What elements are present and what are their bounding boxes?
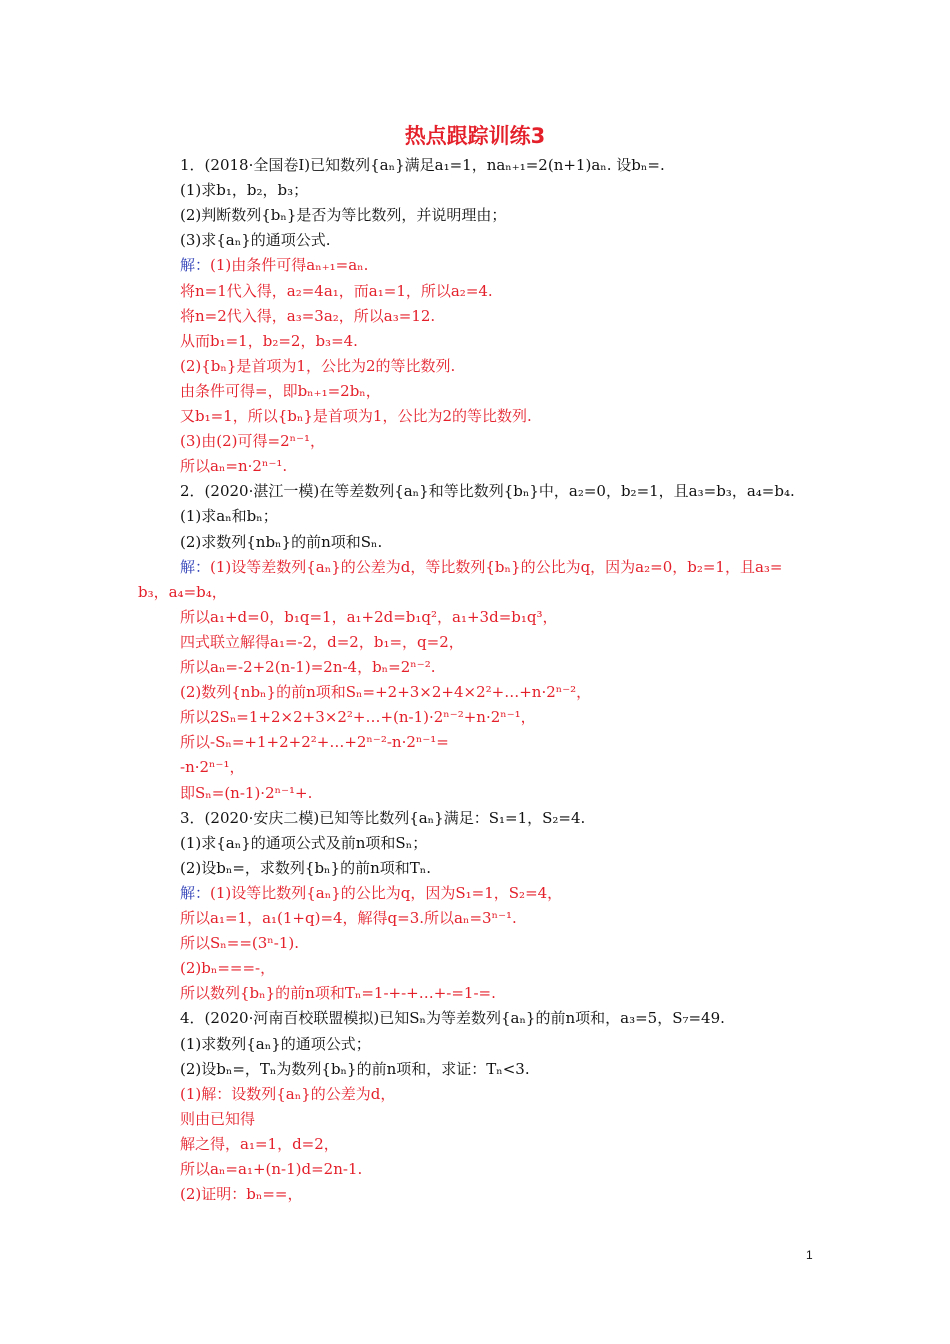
text-line (180, 1159, 362, 1179)
line-text: 所以2Sₙ=1+2×2+3×2²+…+(n-1)·2ⁿ⁻²+n·2ⁿ⁻¹， (180, 708, 536, 727)
line-text: (2)设bₙ=，求数列{bₙ}的前n项和Tₙ. (180, 858, 432, 877)
line-text: (1)求{aₙ}的通项公式及前n项和Sₙ； (180, 833, 428, 852)
text-line (180, 1059, 530, 1079)
line-text: 所以Sₙ==(3ⁿ-1). (180, 934, 300, 953)
answer-label: (1)解： (180, 1084, 232, 1103)
page-number: 1 (806, 1248, 813, 1262)
line-text: 所以数列{bₙ}的前n项和Tₙ=1-+-+…+-=1-=. (180, 984, 496, 1003)
line-text: (2)设bₙ=，Tₙ为数列{bₙ}的前n项和，求证：Tₙ<3. (180, 1059, 530, 1078)
text-line (180, 1008, 725, 1028)
text-line (180, 356, 455, 376)
text-line (180, 607, 558, 627)
text-line (180, 808, 585, 828)
page-title: 热点跟踪训练3 (404, 124, 546, 148)
text-line (180, 406, 532, 426)
text-line (180, 532, 382, 552)
line-text: (1)设等比数列{aₙ}的公比为q，因为S₁=1，S₂=4， (210, 883, 563, 902)
answer-label: (2)证明： (180, 1185, 247, 1204)
line-text: (1)求数列{aₙ}的通项公式； (180, 1034, 371, 1053)
text-line (180, 682, 591, 702)
line-text: 将n=1代入得，a₂=4a₁，而a₁=1，所以a₂=4. (180, 281, 493, 300)
line-text: 1．(2018·全国卷Ⅰ)已知数列{aₙ}满足a₁=1，naₙ₊₁=2(n+1)aₙ. 设bₙ=. (180, 156, 665, 174)
line-text: 所以a₁=1，a₁(1+q)=4，解得q=3.所以aₙ=3ⁿ⁻¹. (180, 909, 517, 927)
text-line (180, 180, 308, 200)
text-line (180, 1084, 395, 1104)
text-line (180, 757, 244, 777)
line-text: 由条件可得=，即bₙ₊₁=2bₙ， (180, 381, 381, 400)
text-line (180, 657, 435, 677)
text-line (180, 983, 496, 1003)
answer-label: 解： (180, 256, 211, 275)
line-text: (2)求数列{nbₙ}的前n项和Sₙ. (180, 532, 383, 551)
text-line (180, 958, 275, 978)
line-text: 所以aₙ=a₁+(n-1)d=2n-1. (180, 1160, 363, 1178)
text-line (180, 381, 381, 401)
text-line (180, 506, 278, 526)
answer-label: 解： (180, 557, 211, 576)
text-line (180, 155, 665, 175)
line-text: (1)设等差数列{aₙ}的公差为d，等比数列{bₙ}的公比为q，因为a₂=0，b₂=1，且a₃= (210, 557, 783, 576)
text-line (180, 858, 431, 878)
line-text: 设数列{aₙ}的公差为d， (231, 1084, 396, 1103)
line-text: 3．(2020·安庆二模)已知等比数列{aₙ}满足：S₁=1，S₂=4. (180, 808, 586, 827)
line-text: (3)由(2)可得=2ⁿ⁻¹， (180, 432, 326, 451)
line-text: 所以aₙ=-2+2(n-1)=2n-4，bₙ=2ⁿ⁻². (180, 658, 436, 676)
line-text: (1)由条件可得aₙ₊₁=aₙ. (210, 256, 369, 275)
text-line (180, 1109, 255, 1129)
text-line (180, 230, 331, 250)
line-text: 又b₁=1，所以{bₙ}是首项为1，公比为2的等比数列. (180, 407, 532, 425)
line-text: 所以aₙ=n·2ⁿ⁻¹. (180, 457, 288, 476)
text-line (180, 632, 464, 652)
line-text: (3)求{aₙ}的通项公式. (180, 231, 331, 250)
line-text: (2)判断数列{bₙ}是否为等比数列，并说明理由； (180, 206, 507, 225)
line-text: 所以a₁+d=0，b₁q=1，a₁+2d=b₁q²，a₁+3d=b₁q³， (180, 607, 558, 626)
line-text: 则由已知得 (180, 1109, 256, 1128)
line-text: 2．(2020·湛江一模)在等差数列{aₙ}和等比数列{bₙ}中，a₂=0，b₂=1，且a₃=b₃，a₄=b₄. (180, 482, 795, 501)
line-text: (1)求aₙ和bₙ； (180, 507, 278, 526)
text-line (180, 1034, 371, 1054)
text-line (180, 281, 493, 301)
text-line (180, 732, 449, 752)
text-line (180, 707, 536, 727)
line-text: 从而b₁=1，b₂=2，b₃=4. (180, 331, 358, 350)
text-line (180, 908, 517, 928)
line-text: (1)求b₁，b₂，b₃； (180, 181, 309, 200)
text-line (180, 1134, 339, 1154)
text-line (180, 833, 427, 853)
line-text: 四式联立解得a₁=-2，d=2，b₁=，q=2， (180, 632, 464, 651)
line-text: -n·2ⁿ⁻¹， (180, 758, 245, 777)
text-line (138, 582, 227, 602)
line-text: (2){bₙ}是首项为1，公比为2的等比数列. (180, 356, 456, 375)
text-line (180, 306, 435, 326)
line-text: (2)bₙ===-， (180, 959, 276, 978)
text-line (180, 557, 783, 577)
text-line (180, 783, 312, 803)
text-line (180, 481, 795, 501)
line-text: 将n=2代入得，a₃=3a₂，所以a₃=12. (180, 306, 436, 325)
text-line (180, 331, 358, 351)
text-line (180, 1184, 302, 1204)
answer-label: 解： (180, 883, 211, 902)
line-text: bₙ==， (246, 1185, 303, 1204)
text-line (180, 255, 368, 275)
line-text: 所以-Sₙ=+1+2+2²+…+2ⁿ⁻²-n·2ⁿ⁻¹= (180, 733, 449, 752)
text-line (180, 456, 287, 476)
text-line (180, 431, 325, 451)
line-text: 4．(2020·河南百校联盟模拟)已知Sₙ为等差数列{aₙ}的前n项和，a₃=5，S₇=49. (180, 1009, 725, 1028)
line-text: (2)数列{nbₙ}的前n项和Sₙ=+2+3×2+4×2²+…+n·2ⁿ⁻²， (180, 683, 592, 702)
line-text: b₃，a₄=b₄， (138, 582, 227, 601)
line-text: 解之得，a₁=1，d=2， (180, 1134, 339, 1153)
line-text: 即Sₙ=(n-1)·2ⁿ⁻¹+. (180, 783, 313, 802)
text-line (180, 933, 299, 953)
text-line (180, 883, 562, 903)
text-line (180, 205, 506, 225)
